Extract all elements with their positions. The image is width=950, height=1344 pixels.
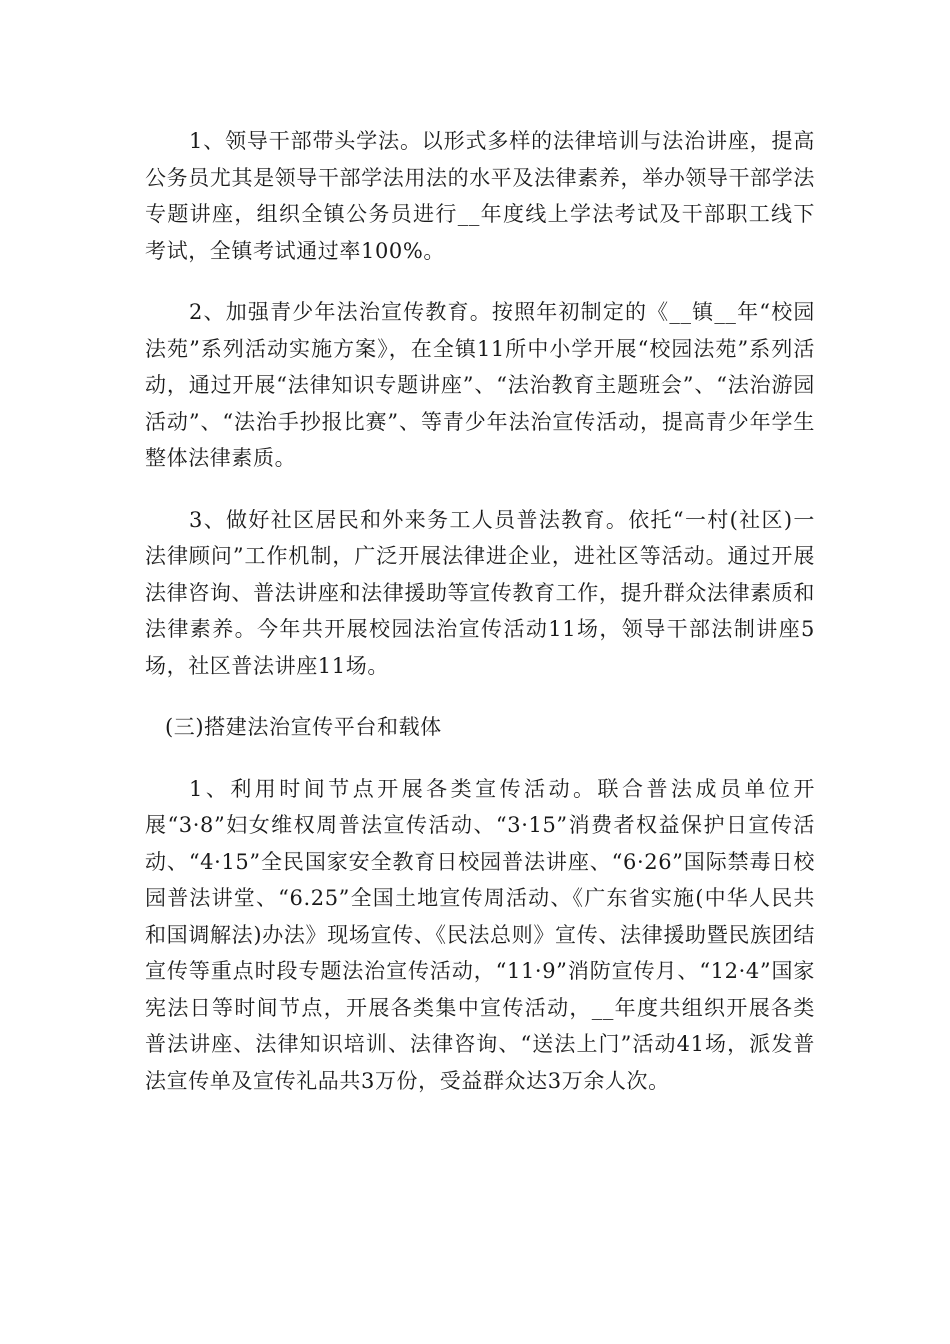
paragraph-time-node-activities: 1、利用时间节点开展各类宣传活动。联合普法成员单位开展“3·8”妇女维权周普法宣传活动、“3·15”消费者权益保护日宣传活动、“4·15”全民国家安全教育日校园普法讲座、“6·26”国际禁毒日校园普法讲堂、“6.25”全国土地宣传周活动、《广东省实施(中华人民共和国调解法)办法》现场宣传、《民法总则》宣传、法律援助暨民族团结宣传等重点时段专题法治宣传活动，“11·9”消防宣传月、“12·4”国家宪法日等时间节点，开展各类集中宣传活动，__年度共组织开展各类普法讲座、法律知识培训、法律咨询、“送法上门”活动41场，派发普法宣传单及宣传礼品共3万份，受益群众达3万余人次。 <box>145 776 815 1093</box>
paragraph-youth-education: 2、加强青少年法治宣传教育。按照年初制定的《__镇__年“校园法苑”系列活动实施方案》，在全镇11所中小学开展“校园法苑”系列活动，通过开展“法律知识专题讲座”、“法治教育主题班会”、“法治游园活动”、“法治手抄报比赛”、等青少年法治宣传活动，提高青少年学生整体法律素质。 <box>145 300 815 470</box>
paragraph-community-education: 3、做好社区居民和外来务工人员普法教育。依托“一村(社区)一法律顾问”工作机制，广泛开展法律进企业，进社区等活动。通过开展法律咨询、普法讲座和法律援助等宣传教育工作，提升群众法律素质和法律素养。今年共开展校园法治宣传活动11场，领导干部法制讲座5场，社区普法讲座11场。 <box>145 507 815 678</box>
section-heading: (三)搭建法治宣传平台和载体 <box>165 715 442 739</box>
document-body <box>145 123 815 1124</box>
paragraph-leaders-study-law: 1、领导干部带头学法。以形式多样的法律培训与法治讲座，提高公务员尤其是领导干部学法用法的水平及法律素养，举办领导干部学法专题讲座，组织全镇公务员进行__年度线上学法考试及干部职工线下考试，全镇考试通过率100%。 <box>145 129 815 263</box>
